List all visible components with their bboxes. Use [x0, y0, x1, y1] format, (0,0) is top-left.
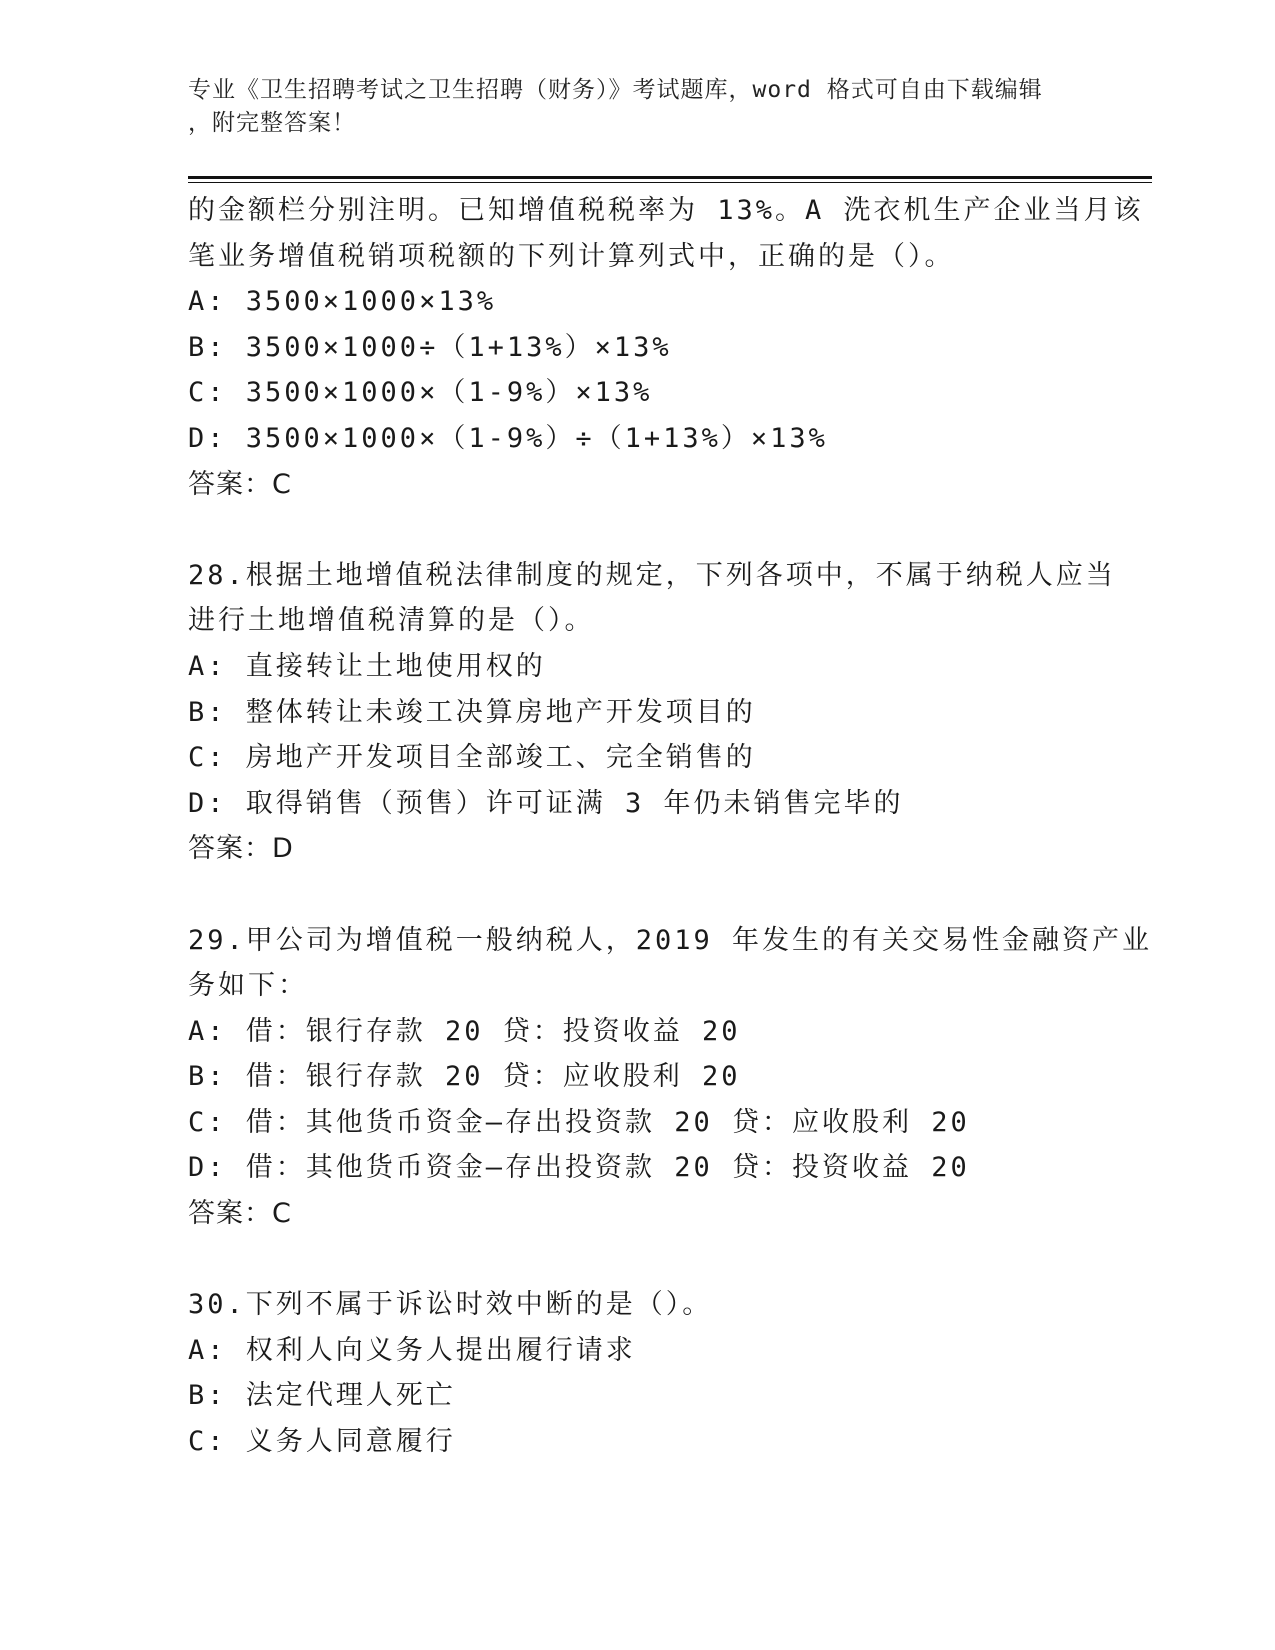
option-b: B: 整体转让未竣工决算房地产开发项目的 — [188, 696, 756, 728]
page-header — [188, 74, 1088, 140]
question-stem-line: 进行土地增值税清算的是（）。 — [188, 605, 595, 637]
option-c: C: 义务人同意履行 — [188, 1426, 456, 1458]
spacer — [188, 872, 1088, 918]
option-c: C: 借：其他货币资金—存出投资款 20 贷：应收股利 20 — [188, 1106, 970, 1138]
option-c: C: 房地产开发项目全部竣工、完全销售的 — [188, 742, 756, 774]
question-stem-line: 笔业务增值税销项税额的下列计算列式中，正确的是（）。 — [188, 240, 955, 272]
option-b: B: 3500×1000÷（1+13%）×13% — [188, 331, 672, 363]
option-b: B: 法定代理人死亡 — [188, 1380, 456, 1412]
question-stem-line: 29.甲公司为增值税一般纳税人，2019 年发生的有关交易性金融资产业 — [188, 924, 1153, 956]
question-stem-line: 务如下： — [188, 970, 308, 1002]
option-a: A: 借：银行存款 20 贷：投资收益 20 — [188, 1015, 741, 1047]
answer-line: 答案：C — [188, 1198, 292, 1230]
question-27 — [188, 188, 1144, 507]
option-a: A: 3500×1000×13% — [188, 286, 497, 318]
option-d: D: 3500×1000×（1-9%）÷（1+13%）×13% — [188, 422, 828, 454]
question-stem-line: 30.下列不属于诉讼时效中断的是（）。 — [188, 1289, 713, 1321]
option-a: A: 权利人向义务人提出履行请求 — [188, 1334, 636, 1366]
answer-line: 答案：C — [188, 468, 292, 500]
question-stem-line: 的金额栏分别注明。已知增值税税率为 13%。A 洗衣机生产企业当月该 — [188, 195, 1144, 226]
option-b: B: 借：银行存款 20 贷：应收股利 20 — [188, 1061, 741, 1093]
header-rule-thick — [188, 176, 1152, 179]
option-a: A: 直接转让土地使用权的 — [188, 650, 546, 682]
question-29 — [188, 918, 1153, 1237]
header-line-1: 专业《卫生招聘考试之卫生招聘（财务）》考试题库，word 格式可自由下载编辑 — [188, 77, 1043, 103]
answer-line: 答案：D — [188, 833, 294, 865]
option-c: C: 3500×1000×（1-9%）×13% — [188, 377, 653, 409]
question-28 — [188, 553, 1116, 872]
document-body — [188, 188, 1153, 1465]
spacer — [188, 1237, 1088, 1283]
question-30 — [188, 1282, 1088, 1464]
option-d: D: 借：其他货币资金—存出投资款 20 贷：投资收益 20 — [188, 1152, 970, 1184]
question-stem-line: 28.根据土地增值税法律制度的规定，下列各项中，不属于纳税人应当 — [188, 559, 1116, 591]
header-rule-thin — [188, 182, 1152, 183]
spacer — [188, 507, 1088, 553]
option-d: D: 取得销售（预售）许可证满 3 年仍未销售完毕的 — [188, 787, 904, 819]
header-line-2: ，附完整答案！ — [188, 110, 356, 136]
